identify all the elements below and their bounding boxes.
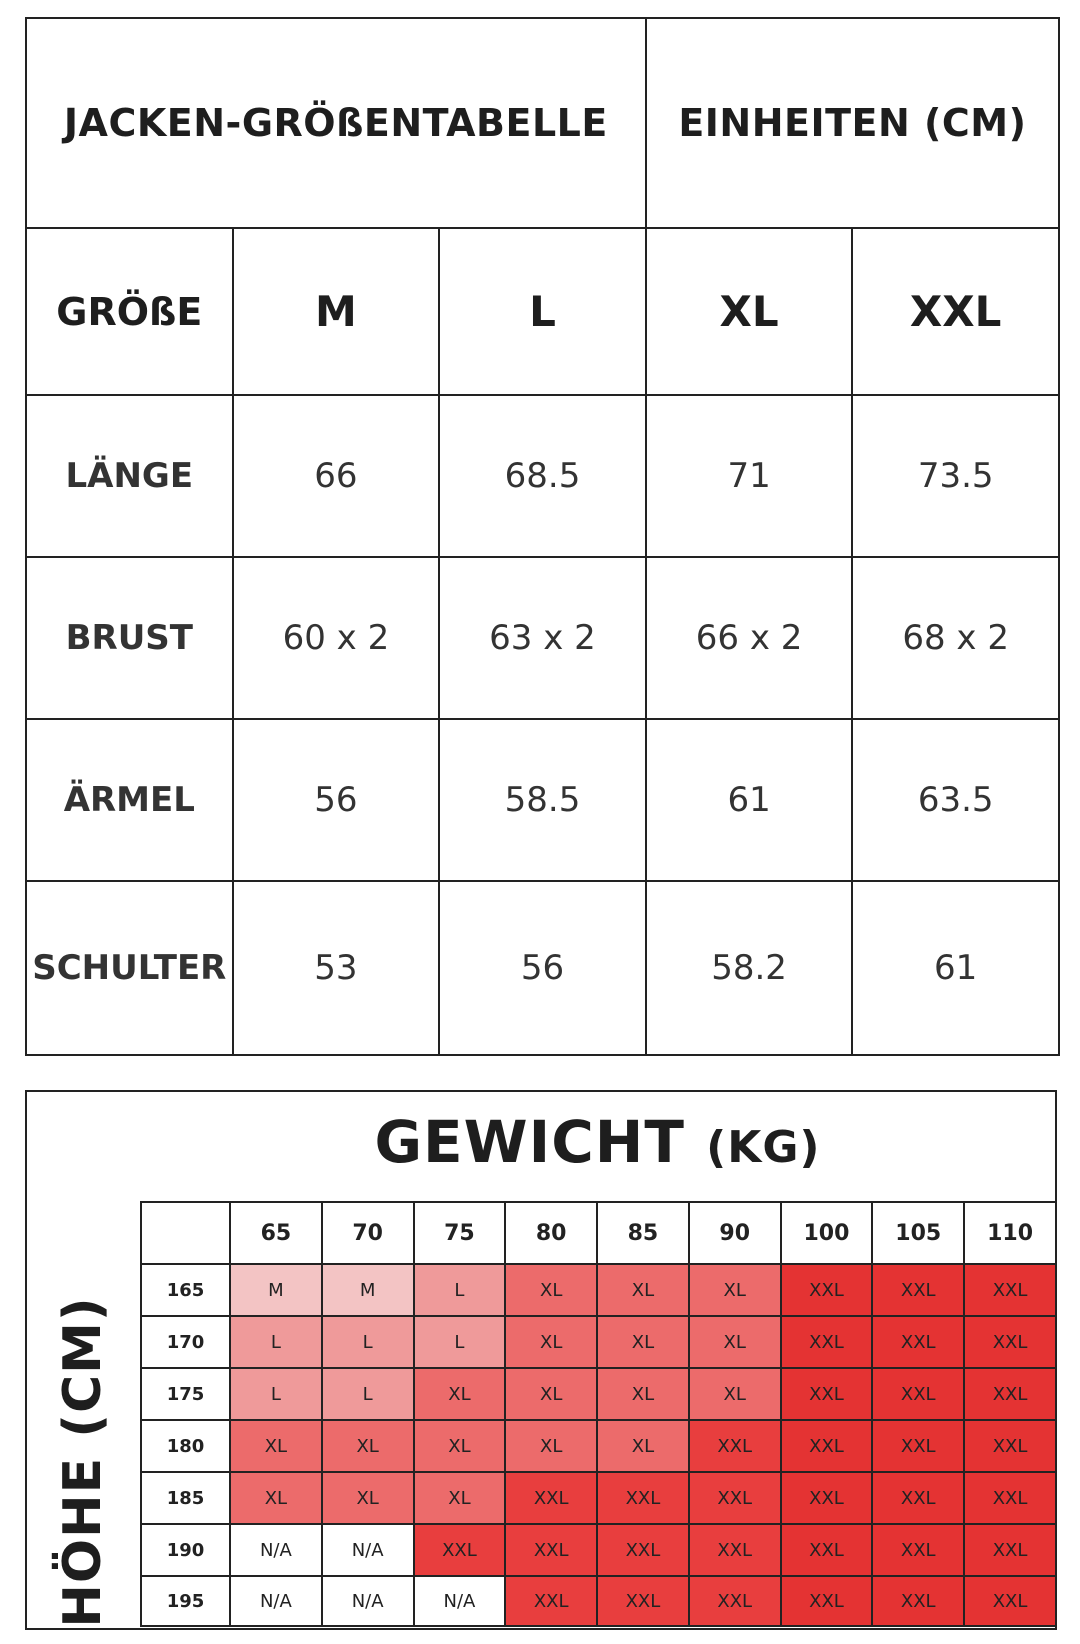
size-header-m: M bbox=[233, 228, 440, 395]
weight-header-cell: 70 bbox=[322, 1202, 414, 1264]
size-recommendation-cell: XL bbox=[597, 1420, 689, 1472]
size-recommendation-cell: M bbox=[230, 1264, 322, 1316]
table-cell: 68.5 bbox=[439, 395, 646, 557]
size-recommendation-cell: XL bbox=[505, 1368, 597, 1420]
weight-header-cell: 100 bbox=[781, 1202, 873, 1264]
size-header-l: L bbox=[439, 228, 646, 395]
size-recommendation-cell: XXL bbox=[872, 1420, 964, 1472]
table-cell: 56 bbox=[439, 881, 646, 1055]
size-recommendation-cell: XXL bbox=[781, 1524, 873, 1576]
size-header-xxl: XXL bbox=[852, 228, 1059, 395]
size-recommendation-cell: L bbox=[322, 1368, 414, 1420]
weight-axis-title bbox=[140, 1108, 1055, 1176]
weight-header-cell: 110 bbox=[964, 1202, 1056, 1264]
row-label: ÄRMEL bbox=[26, 719, 233, 881]
size-recommendation-cell: XL bbox=[597, 1264, 689, 1316]
table-cell: 56 bbox=[233, 719, 440, 881]
size-recommendation-cell: L bbox=[230, 1316, 322, 1368]
size-recommendation-cell: XXL bbox=[597, 1576, 689, 1626]
size-recommendation-cell: N/A bbox=[230, 1576, 322, 1626]
size-recommendation-cell: XL bbox=[230, 1420, 322, 1472]
size-recommendation-cell: XXL bbox=[964, 1576, 1056, 1626]
size-recommendation-cell: XXL bbox=[872, 1316, 964, 1368]
size-recommendation-cell: N/A bbox=[230, 1524, 322, 1576]
table-cell: 68 x 2 bbox=[852, 557, 1059, 719]
size-recommendation-cell: XL bbox=[505, 1264, 597, 1316]
size-recommendation-cell: XXL bbox=[872, 1472, 964, 1524]
height-row bbox=[141, 1472, 1056, 1524]
weight-height-chart bbox=[25, 1090, 1057, 1630]
corner-cell bbox=[141, 1202, 230, 1264]
weight-header-cell: 90 bbox=[689, 1202, 781, 1264]
height-row bbox=[141, 1420, 1056, 1472]
size-recommendation-cell: N/A bbox=[414, 1576, 506, 1626]
size-recommendation-cell: XXL bbox=[964, 1472, 1056, 1524]
size-recommendation-cell: XL bbox=[689, 1316, 781, 1368]
size-recommendation-cell: XL bbox=[322, 1472, 414, 1524]
height-row bbox=[141, 1576, 1056, 1626]
size-recommendation-cell: XXL bbox=[964, 1264, 1056, 1316]
height-label-cell: 170 bbox=[141, 1316, 230, 1368]
table-cell: 60 x 2 bbox=[233, 557, 440, 719]
size-recommendation-cell: XXL bbox=[689, 1576, 781, 1626]
table-cell: 71 bbox=[646, 395, 853, 557]
size-header-xl: XL bbox=[646, 228, 853, 395]
height-label-cell: 185 bbox=[141, 1472, 230, 1524]
table-cell: 58.5 bbox=[439, 719, 646, 881]
size-recommendation-cell: L bbox=[230, 1368, 322, 1420]
size-recommendation-cell: XXL bbox=[597, 1472, 689, 1524]
size-recommendation-cell: XXL bbox=[689, 1472, 781, 1524]
size-recommendation-cell: XL bbox=[322, 1420, 414, 1472]
size-recommendation-cell: XXL bbox=[505, 1576, 597, 1626]
size-recommendation-cell: XXL bbox=[872, 1524, 964, 1576]
size-recommendation-cell: XL bbox=[230, 1472, 322, 1524]
row-label: LÄNGE bbox=[26, 395, 233, 557]
measurement-row-schulter bbox=[26, 881, 1059, 1055]
weight-header-cell: 75 bbox=[414, 1202, 506, 1264]
table-cell: 73.5 bbox=[852, 395, 1059, 557]
size-recommendation-cell: XXL bbox=[964, 1368, 1056, 1420]
size-table-title: JACKEN-GRÖßENTABELLE bbox=[26, 18, 646, 228]
weight-title-unit: (KG) bbox=[706, 1122, 821, 1173]
size-recommendation-cell: XXL bbox=[872, 1368, 964, 1420]
size-recommendation-cell: XXL bbox=[505, 1524, 597, 1576]
height-axis-title: HÖHE (CM) bbox=[53, 1296, 113, 1628]
height-label-cell: 175 bbox=[141, 1368, 230, 1420]
size-recommendation-cell: XXL bbox=[964, 1316, 1056, 1368]
size-recommendation-matrix bbox=[140, 1201, 1057, 1627]
weight-header-cell: 85 bbox=[597, 1202, 689, 1264]
size-recommendation-cell: XXL bbox=[964, 1420, 1056, 1472]
size-recommendation-cell: XXL bbox=[414, 1524, 506, 1576]
height-row bbox=[141, 1264, 1056, 1316]
size-recommendation-cell: XL bbox=[597, 1316, 689, 1368]
size-recommendation-cell: XL bbox=[597, 1368, 689, 1420]
size-table-units: EINHEITEN (CM) bbox=[646, 18, 1059, 228]
size-recommendation-cell: XXL bbox=[781, 1264, 873, 1316]
size-recommendation-cell: L bbox=[414, 1316, 506, 1368]
size-recommendation-cell: XL bbox=[414, 1472, 506, 1524]
table-cell: 58.2 bbox=[646, 881, 853, 1055]
size-recommendation-cell: XL bbox=[505, 1420, 597, 1472]
measurement-row-aermel bbox=[26, 719, 1059, 881]
size-recommendation-cell: M bbox=[322, 1264, 414, 1316]
table-cell: 61 bbox=[852, 881, 1059, 1055]
table-cell: 61 bbox=[646, 719, 853, 881]
size-recommendation-cell: XXL bbox=[597, 1524, 689, 1576]
height-row bbox=[141, 1316, 1056, 1368]
size-recommendation-cell: XL bbox=[689, 1368, 781, 1420]
measurement-row-laenge bbox=[26, 395, 1059, 557]
size-recommendation-cell: XXL bbox=[781, 1420, 873, 1472]
size-recommendation-cell: XXL bbox=[781, 1316, 873, 1368]
height-label-cell: 195 bbox=[141, 1576, 230, 1626]
table-cell: 66 bbox=[233, 395, 440, 557]
table-cell: 63 x 2 bbox=[439, 557, 646, 719]
size-recommendation-cell: XXL bbox=[872, 1264, 964, 1316]
weight-header-cell: 105 bbox=[872, 1202, 964, 1264]
row-label: BRUST bbox=[26, 557, 233, 719]
size-recommendation-cell: L bbox=[322, 1316, 414, 1368]
height-row bbox=[141, 1368, 1056, 1420]
table-cell: 53 bbox=[233, 881, 440, 1055]
height-label-cell: 190 bbox=[141, 1524, 230, 1576]
size-recommendation-cell: XXL bbox=[964, 1524, 1056, 1576]
height-label-cell: 180 bbox=[141, 1420, 230, 1472]
weight-title-text: GEWICHT bbox=[374, 1108, 685, 1176]
size-recommendation-cell: XL bbox=[414, 1420, 506, 1472]
row-label: SCHULTER bbox=[26, 881, 233, 1055]
size-row-label: GRÖßE bbox=[26, 228, 233, 395]
size-recommendation-cell: L bbox=[414, 1264, 506, 1316]
size-row bbox=[26, 228, 1059, 395]
height-row bbox=[141, 1524, 1056, 1576]
table-cell: 63.5 bbox=[852, 719, 1059, 881]
size-recommendation-cell: XXL bbox=[689, 1524, 781, 1576]
size-recommendation-cell: XXL bbox=[781, 1368, 873, 1420]
size-recommendation-cell: N/A bbox=[322, 1524, 414, 1576]
size-recommendation-cell: XXL bbox=[872, 1576, 964, 1626]
size-recommendation-cell: XL bbox=[689, 1264, 781, 1316]
size-recommendation-cell: N/A bbox=[322, 1576, 414, 1626]
size-recommendation-cell: XL bbox=[414, 1368, 506, 1420]
table-cell: 66 x 2 bbox=[646, 557, 853, 719]
size-table bbox=[25, 17, 1060, 1056]
size-recommendation-cell: XXL bbox=[781, 1472, 873, 1524]
size-recommendation-cell: XL bbox=[505, 1316, 597, 1368]
size-recommendation-cell: XXL bbox=[505, 1472, 597, 1524]
size-table-header-row bbox=[26, 18, 1059, 228]
height-label-cell: 165 bbox=[141, 1264, 230, 1316]
measurement-row-brust bbox=[26, 557, 1059, 719]
weight-header-row bbox=[141, 1202, 1056, 1264]
weight-header-cell: 65 bbox=[230, 1202, 322, 1264]
weight-header-cell: 80 bbox=[505, 1202, 597, 1264]
size-recommendation-cell: XXL bbox=[689, 1420, 781, 1472]
size-recommendation-cell: XXL bbox=[781, 1576, 873, 1626]
